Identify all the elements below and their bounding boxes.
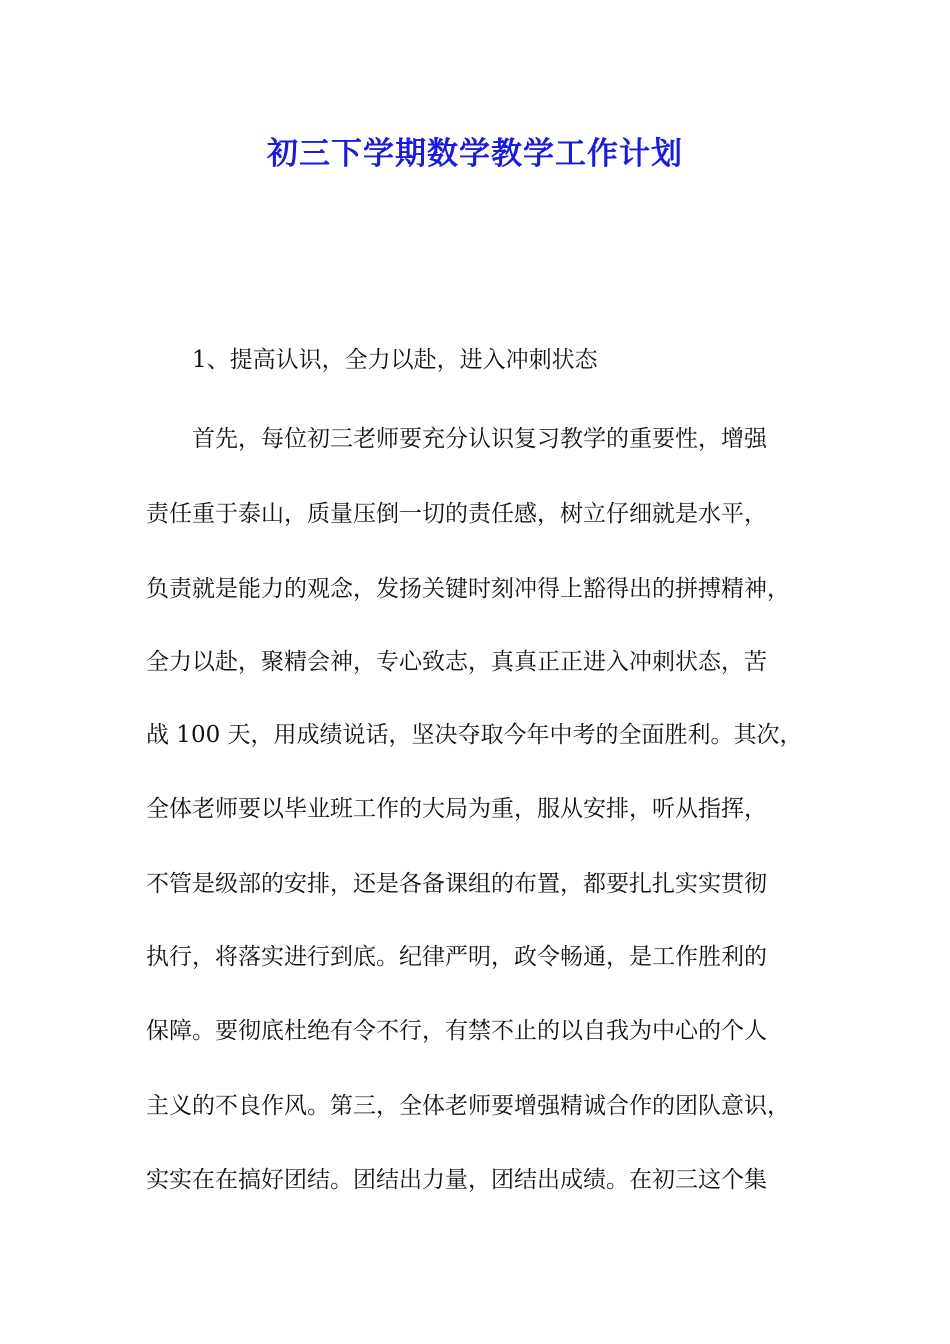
paragraph-line: 不管是级部的安排，还是各备课组的布置，都要扎扎实实贯彻 <box>146 871 767 897</box>
paragraph-line: 战 100 天，用成绩说话，坚决夺取今年中考的全面胜利。其次， <box>146 722 803 748</box>
paragraph-line: 全体老师要以毕业班工作的大局为重，服从安排，听从指挥， <box>146 796 767 822</box>
document-title: 初三下学期数学教学工作计划 <box>267 136 683 172</box>
paragraph-line: 主义的不良作风。第三，全体老师要增强精诚合作的团队意识， <box>146 1093 790 1119</box>
paragraph-line: 首先，每位初三老师要充分认识复习教学的重要性，增强 <box>192 426 767 452</box>
paragraph-line: 保障。要彻底杜绝有令不行，有禁不止的以自我为中心的个人 <box>146 1018 767 1044</box>
section-heading: 1、提高认识，全力以赴，进入冲刺状态 <box>192 347 598 373</box>
paragraph-line: 负责就是能力的观念，发扬关键时刻冲得上豁得出的拼搏精神， <box>146 576 790 602</box>
paragraph-line: 实实在在搞好团结。团结出力量，团结出成绩。在初三这个集 <box>146 1167 767 1193</box>
paragraph-line: 全力以赴，聚精会神，专心致志，真真正正进入冲刺状态，苦 <box>146 649 767 675</box>
paragraph-line: 责任重于泰山，质量压倒一切的责任感，树立仔细就是水平， <box>146 501 767 527</box>
paragraph-line: 执行，将落实进行到底。纪律严明，政令畅通，是工作胜利的 <box>146 944 767 970</box>
